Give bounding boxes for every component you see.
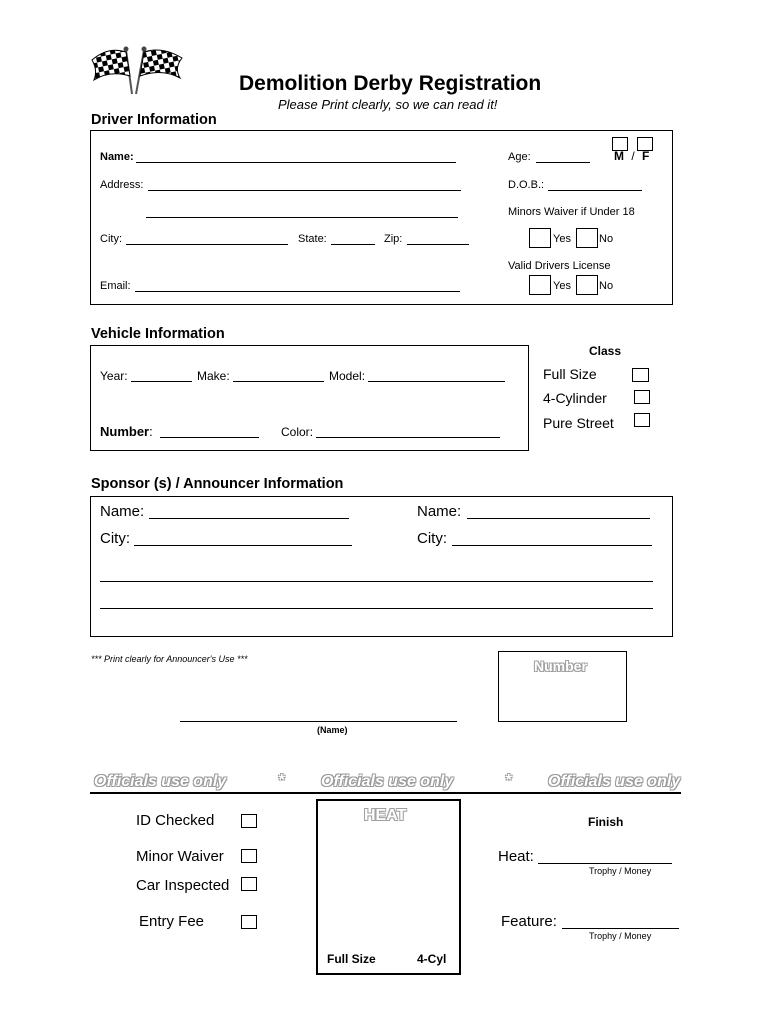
- make-field[interactable]: [233, 381, 324, 382]
- minor-waiver-checkbox[interactable]: [241, 849, 257, 863]
- form-title: Demolition Derby Registration: [239, 72, 542, 95]
- license-label: Valid Drivers License: [508, 260, 611, 272]
- email-label: Email:: [100, 280, 131, 292]
- dob-label: D.O.B.:: [508, 179, 545, 191]
- address-field[interactable]: [148, 190, 461, 191]
- officials-banner-1: Officials use only: [94, 773, 227, 790]
- heat-trophy-caption: Trophy / Money: [589, 866, 652, 876]
- officials-divider: [90, 792, 681, 794]
- class-pure-street-checkbox[interactable]: [634, 413, 650, 427]
- zip-label: Zip:: [384, 233, 403, 245]
- finish-label: Finish: [588, 815, 624, 829]
- sponsor1-city-label: City:: [100, 530, 130, 547]
- sponsor2-city-field[interactable]: [452, 545, 652, 546]
- model-field[interactable]: [368, 381, 505, 382]
- driver-name-field[interactable]: [136, 162, 456, 163]
- id-checked-label: ID Checked: [136, 812, 215, 829]
- color-label: Color:: [281, 425, 314, 439]
- car-inspected-label: Car Inspected: [136, 877, 230, 894]
- class-heading: Class: [589, 344, 622, 358]
- feature-trophy-caption: Trophy / Money: [589, 931, 652, 941]
- make-label: Make:: [197, 369, 230, 383]
- class-full-size-label: Full Size: [543, 366, 597, 382]
- male-label: M: [614, 149, 624, 163]
- gender-labels: [614, 149, 649, 163]
- minors-waiver-label: Minors Waiver if Under 18: [508, 206, 635, 218]
- class-4-cylinder-checkbox[interactable]: [634, 390, 650, 404]
- sponsor-notes-line-2[interactable]: [100, 608, 653, 609]
- year-label: Year:: [100, 369, 128, 383]
- minors-yes-checkbox[interactable]: [529, 228, 551, 248]
- feature-result-field[interactable]: [562, 928, 679, 929]
- address-label: Address:: [100, 179, 144, 191]
- license-no-checkbox[interactable]: [576, 275, 598, 295]
- heat-full-size-label: Full Size: [327, 952, 376, 966]
- state-field[interactable]: [331, 244, 375, 245]
- minors-no-checkbox[interactable]: [576, 228, 598, 248]
- car-number-field[interactable]: [160, 437, 259, 438]
- driver-name-label: Name:: [100, 151, 134, 163]
- car-number-label: Number:: [100, 424, 153, 439]
- city-label: City:: [100, 233, 122, 245]
- age-label: Age:: [508, 151, 531, 163]
- sponsor2-city-label: City:: [417, 530, 447, 547]
- officials-star-1: *: [278, 772, 285, 789]
- entry-fee-checkbox[interactable]: [241, 915, 257, 929]
- class-full-size-checkbox[interactable]: [632, 368, 649, 382]
- model-label: Model:: [329, 369, 366, 383]
- heat-result-label: Heat:: [498, 848, 534, 865]
- city-field[interactable]: [126, 244, 288, 245]
- officials-banner-3: Officials use only: [548, 773, 681, 790]
- address-field-line2[interactable]: [146, 217, 458, 218]
- officials-star-2: *: [505, 772, 512, 789]
- license-no-label: No: [599, 280, 614, 292]
- vehicle-heading: Vehicle Information: [91, 326, 225, 342]
- age-field[interactable]: [536, 162, 590, 163]
- id-checked-checkbox[interactable]: [241, 814, 257, 828]
- minor-waiver-label: Minor Waiver: [136, 848, 224, 865]
- checkered-flags-logo: [88, 44, 186, 96]
- female-label: F: [642, 149, 650, 163]
- sponsor-heading: Sponsor (s) / Announcer Information: [91, 476, 344, 492]
- state-label: State:: [298, 233, 327, 245]
- heat-4cyl-label: 4-Cyl: [417, 952, 447, 966]
- class-4-cylinder-label: 4-Cylinder: [543, 390, 607, 406]
- sponsor2-name-field[interactable]: [467, 518, 650, 519]
- minors-no-label: No: [599, 233, 614, 245]
- sponsor-notes-line-1[interactable]: [100, 581, 653, 582]
- announcer-number-label: Number: [534, 658, 587, 674]
- heat-box[interactable]: [316, 799, 461, 975]
- officials-banner-2: Officials use only: [321, 773, 454, 790]
- heat-result-field[interactable]: [538, 863, 672, 864]
- entry-fee-label: Entry Fee: [139, 913, 205, 930]
- dob-field[interactable]: [548, 190, 642, 191]
- license-yes-label: Yes: [553, 280, 571, 292]
- driver-heading: Driver Information: [91, 112, 217, 128]
- zip-field[interactable]: [407, 244, 469, 245]
- sponsor1-name-label: Name:: [100, 503, 145, 520]
- form-subtitle: Please Print clearly, so we can read it!: [278, 97, 498, 112]
- license-yes-checkbox[interactable]: [529, 275, 551, 295]
- minors-yes-label: Yes: [553, 233, 571, 245]
- gender-separator: /: [631, 149, 635, 163]
- announcer-name-caption: (Name): [317, 725, 348, 735]
- email-field[interactable]: [135, 291, 460, 292]
- sponsor1-name-field[interactable]: [149, 518, 349, 519]
- sponsor2-name-label: Name:: [417, 503, 462, 520]
- car-inspected-checkbox[interactable]: [241, 877, 257, 891]
- sponsor1-city-field[interactable]: [134, 545, 352, 546]
- feature-label: Feature:: [501, 913, 557, 930]
- announcer-name-field[interactable]: [180, 721, 457, 722]
- color-field[interactable]: [316, 437, 500, 438]
- year-field[interactable]: [131, 381, 192, 382]
- announcer-note: *** Print clearly for Announcer's Use ***: [91, 654, 248, 664]
- class-pure-street-label: Pure Street: [543, 415, 614, 431]
- heat-label: HEAT: [364, 807, 407, 824]
